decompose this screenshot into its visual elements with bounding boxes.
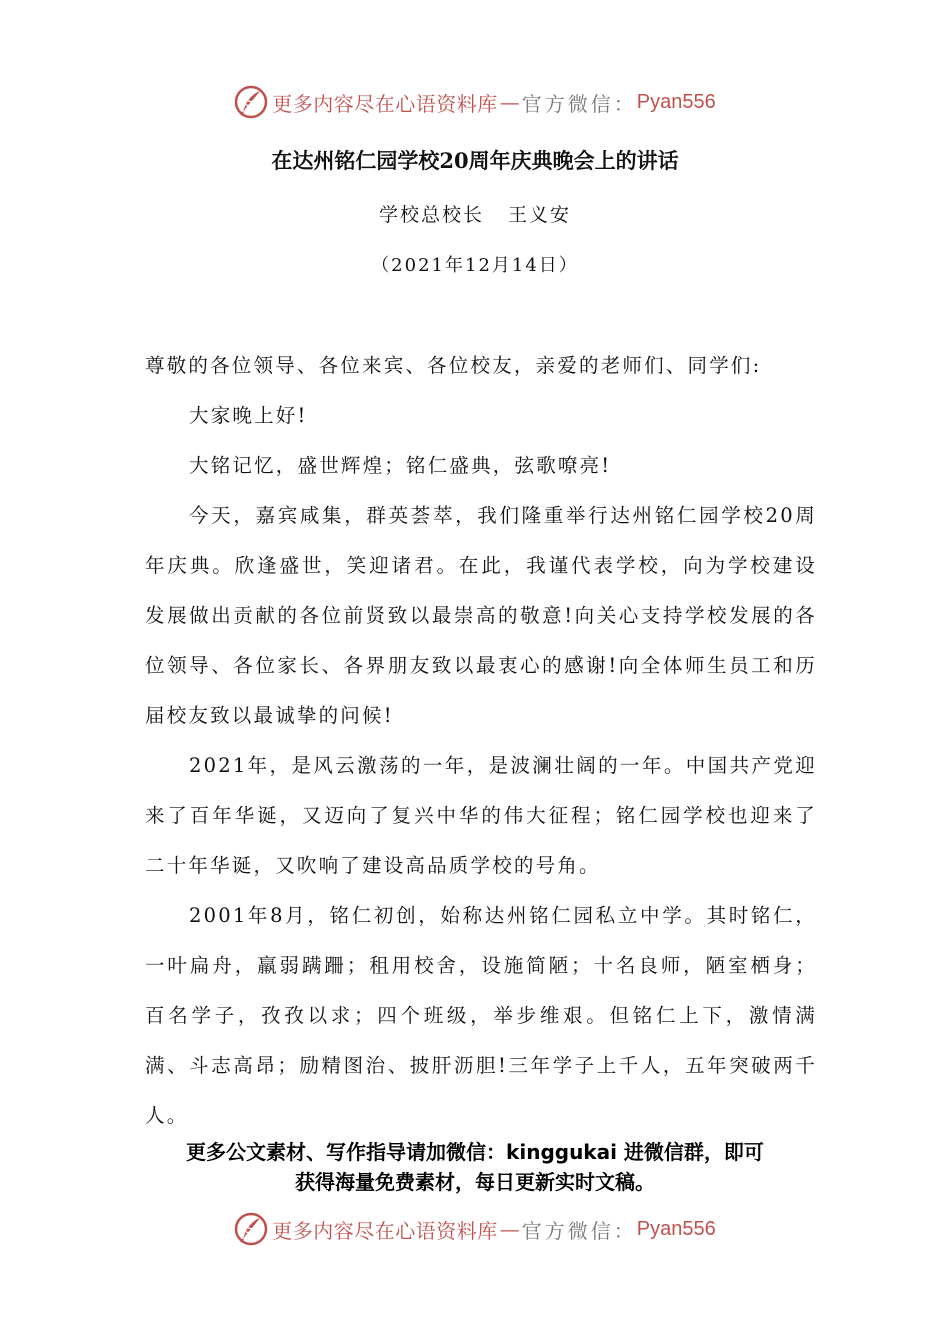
paragraph: 2021年，是风云激荡的一年，是波澜壮阔的一年。中国共产党迎来了百年华诞，又迈向了复兴中华的伟大征程；铭仁园学校也迎来了二十年华诞，又吹响了建设高品质学校的号角。: [145, 754, 817, 877]
document-date: （2021年12月14日）: [371, 255, 579, 276]
author-role: 学校总校长: [378, 204, 484, 226]
site-name: 更多内容尽在心语资料库: [272, 91, 498, 116]
salutation: 尊敬的各位领导、各位来宾、各位校友，亲爱的老师们、同学们:: [145, 354, 762, 377]
header-banner: [0, 82, 950, 122]
promo-line-1: 更多公文素材、写作指导请加微信：kinggukai 进微信群，即可: [186, 1140, 764, 1164]
footer-banner: [0, 1209, 950, 1249]
feather-pen-icon: [234, 85, 268, 119]
official-wechat-label: 官方微信：: [521, 1218, 637, 1243]
paragraph: 大家晚上好!: [189, 404, 308, 427]
paragraph: 大铭记忆，盛世辉煌；铭仁盛典，弦歌嘹亮!: [189, 454, 612, 477]
document-title: 在达州铭仁园学校20周年庆典晚会上的讲话: [271, 148, 679, 173]
speech-body: [145, 341, 817, 1141]
paragraph: 2001年8月，铭仁初创，始称达州铭仁园私立中学。其时铭仁，一叶扁舟，羸弱蹒跚；租用校舍，设施简陋；十名良师，陋室栖身；百名学子，孜孜以求；四个班级，举步维艰。但铭仁上下，激情满满、斗志高昂；励精图治、披肝沥胆!三年学子上千人，五年突破两千人。: [145, 904, 817, 1127]
author-name: 王义安: [508, 204, 572, 226]
site-name: 更多内容尽在心语资料库: [272, 1218, 498, 1243]
official-wechat-label: 官方微信：: [521, 91, 637, 116]
feather-pen-icon: [234, 1212, 268, 1246]
wechat-id: Pyan556: [636, 90, 716, 113]
promo-notice: [0, 1137, 950, 1197]
author-line: [0, 200, 950, 227]
promo-line-2: 获得海量免费素材，每日更新实时文稿。: [295, 1170, 655, 1194]
banner-dash: —: [499, 1217, 520, 1241]
wechat-id: Pyan556: [636, 1217, 716, 1240]
banner-dash: —: [499, 90, 520, 114]
paragraph: 今天，嘉宾咸集，群英荟萃，我们隆重举行达州铭仁园学校20周年庆典。欣逢盛世，笑迎诸君。在此，我谨代表学校，向为学校建设发展做出贡献的各位前贤致以最崇高的敬意!向关心支持学校发展的各位领导、各位家长、各界朋友致以最衷心的感谢!向全体师生员工和历届校友致以最诚挚的问候!: [145, 504, 817, 727]
